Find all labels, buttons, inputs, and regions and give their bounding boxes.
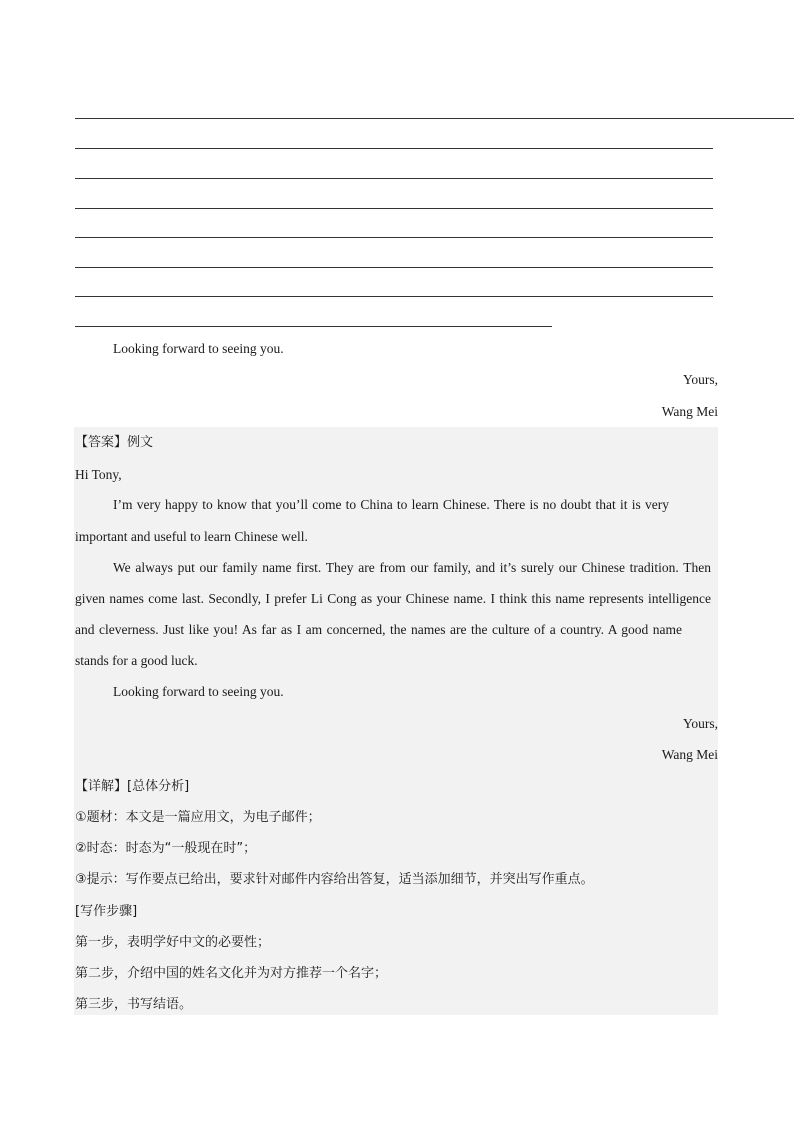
answer-para2-line2: given names come last. Secondly, I prefer Li Cong as your Chinese name. I think this name represents intelligence	[75, 591, 711, 606]
explanation-heading: 【详解】[总体分析]	[75, 779, 190, 794]
answer-para1-line1: I’m very happy to know that you’ll come to China to learn Chinese. There is no doubt that it is very	[113, 497, 669, 512]
answer-para2-line1: We always put our family name first. They are from our family, and it’s surely our Chinese tradition. Then	[113, 560, 711, 575]
writing-line-5	[75, 237, 713, 238]
explanation-point-3: ③提示：写作要点已给出，要求针对邮件内容给出答复，适当添加细节，并突出写作重点。	[75, 872, 594, 887]
writing-line-2	[75, 148, 713, 149]
answer-sign-off: Yours,	[682, 716, 718, 731]
answer-heading: 【答案】例文	[75, 435, 154, 450]
answer-para2-line4: stands for a good luck.	[75, 653, 198, 668]
writing-line-6	[75, 267, 713, 268]
writing-line-8	[75, 326, 552, 327]
answer-greeting: Hi Tony,	[75, 467, 122, 482]
answer-para1-line2: important and useful to learn Chinese well.	[75, 529, 308, 544]
answer-para2-line3: and cleverness. Just like you! As far as I am concerned, the names are the culture of a country. A good name	[75, 622, 682, 637]
explanation-point-1: ①题材：本文是一篇应用文，为电子邮件；	[75, 810, 321, 825]
writing-line-1	[75, 118, 794, 119]
writing-line-4	[75, 208, 713, 209]
question-signature: Wang Mei	[661, 404, 718, 419]
answer-closing: Looking forward to seeing you.	[113, 684, 284, 699]
explanation-point-2: ②时态：时态为“一般现在时”；	[75, 841, 257, 856]
explanation-step-3: 第三步，书写结语。	[75, 997, 193, 1012]
writing-line-7	[75, 296, 713, 297]
explanation-steps-heading: [写作步骤]	[75, 904, 138, 919]
question-sign-off: Yours,	[682, 372, 718, 387]
answer-signature: Wang Mei	[661, 747, 718, 762]
explanation-step-1: 第一步，表明学好中文的必要性；	[75, 935, 271, 950]
explanation-step-2: 第二步，介绍中国的姓名文化并为对方推荐一个名字；	[75, 966, 388, 981]
question-closing: Looking forward to seeing you.	[113, 341, 284, 356]
writing-line-3	[75, 178, 713, 179]
answer-section	[74, 427, 718, 1015]
